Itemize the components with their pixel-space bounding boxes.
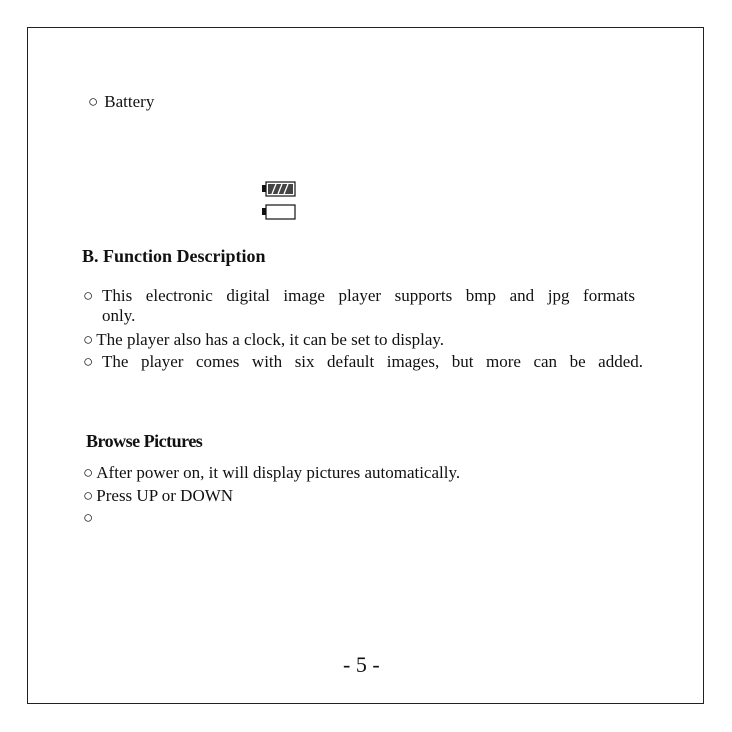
battery-empty-icon xyxy=(262,204,296,220)
function-item-1-line2: only. xyxy=(102,306,136,325)
bullet-icon: ○ xyxy=(83,486,94,505)
function-item-3-text: The player comes with six default images, but more can be added. xyxy=(102,352,643,371)
browse-item-1 xyxy=(83,463,460,483)
function-description-heading: B. Function Description xyxy=(82,246,266,266)
bullet-icon: ○ xyxy=(83,330,94,349)
function-item-3 xyxy=(83,352,99,372)
function-item-2-text: The player also has a clock, it can be set to display. xyxy=(96,330,445,349)
browse-pictures-heading: Browse Pictures xyxy=(86,431,203,451)
browse-item-1-text: After power on, it will display pictures automatically. xyxy=(96,463,461,482)
bullet-icon: ○ xyxy=(83,352,94,371)
browse-item-3 xyxy=(83,508,96,528)
bullet-icon: ○ xyxy=(83,286,94,305)
battery-label: Battery xyxy=(104,92,155,111)
function-item-1-line1: This electronic digital image player supports bmp and jpg formats xyxy=(102,286,635,305)
browse-item-2-text: Press UP or DOWN xyxy=(96,486,234,505)
function-item-1 xyxy=(83,286,99,306)
page-number: - 5 - xyxy=(343,652,380,677)
function-item-2 xyxy=(83,330,444,350)
battery-item xyxy=(88,92,154,112)
bullet-icon: ○ xyxy=(83,508,94,527)
browse-item-2 xyxy=(83,486,233,506)
bullet-icon: ○ xyxy=(88,92,99,111)
bullet-icon: ○ xyxy=(83,463,94,482)
battery-full-icon xyxy=(262,181,296,197)
